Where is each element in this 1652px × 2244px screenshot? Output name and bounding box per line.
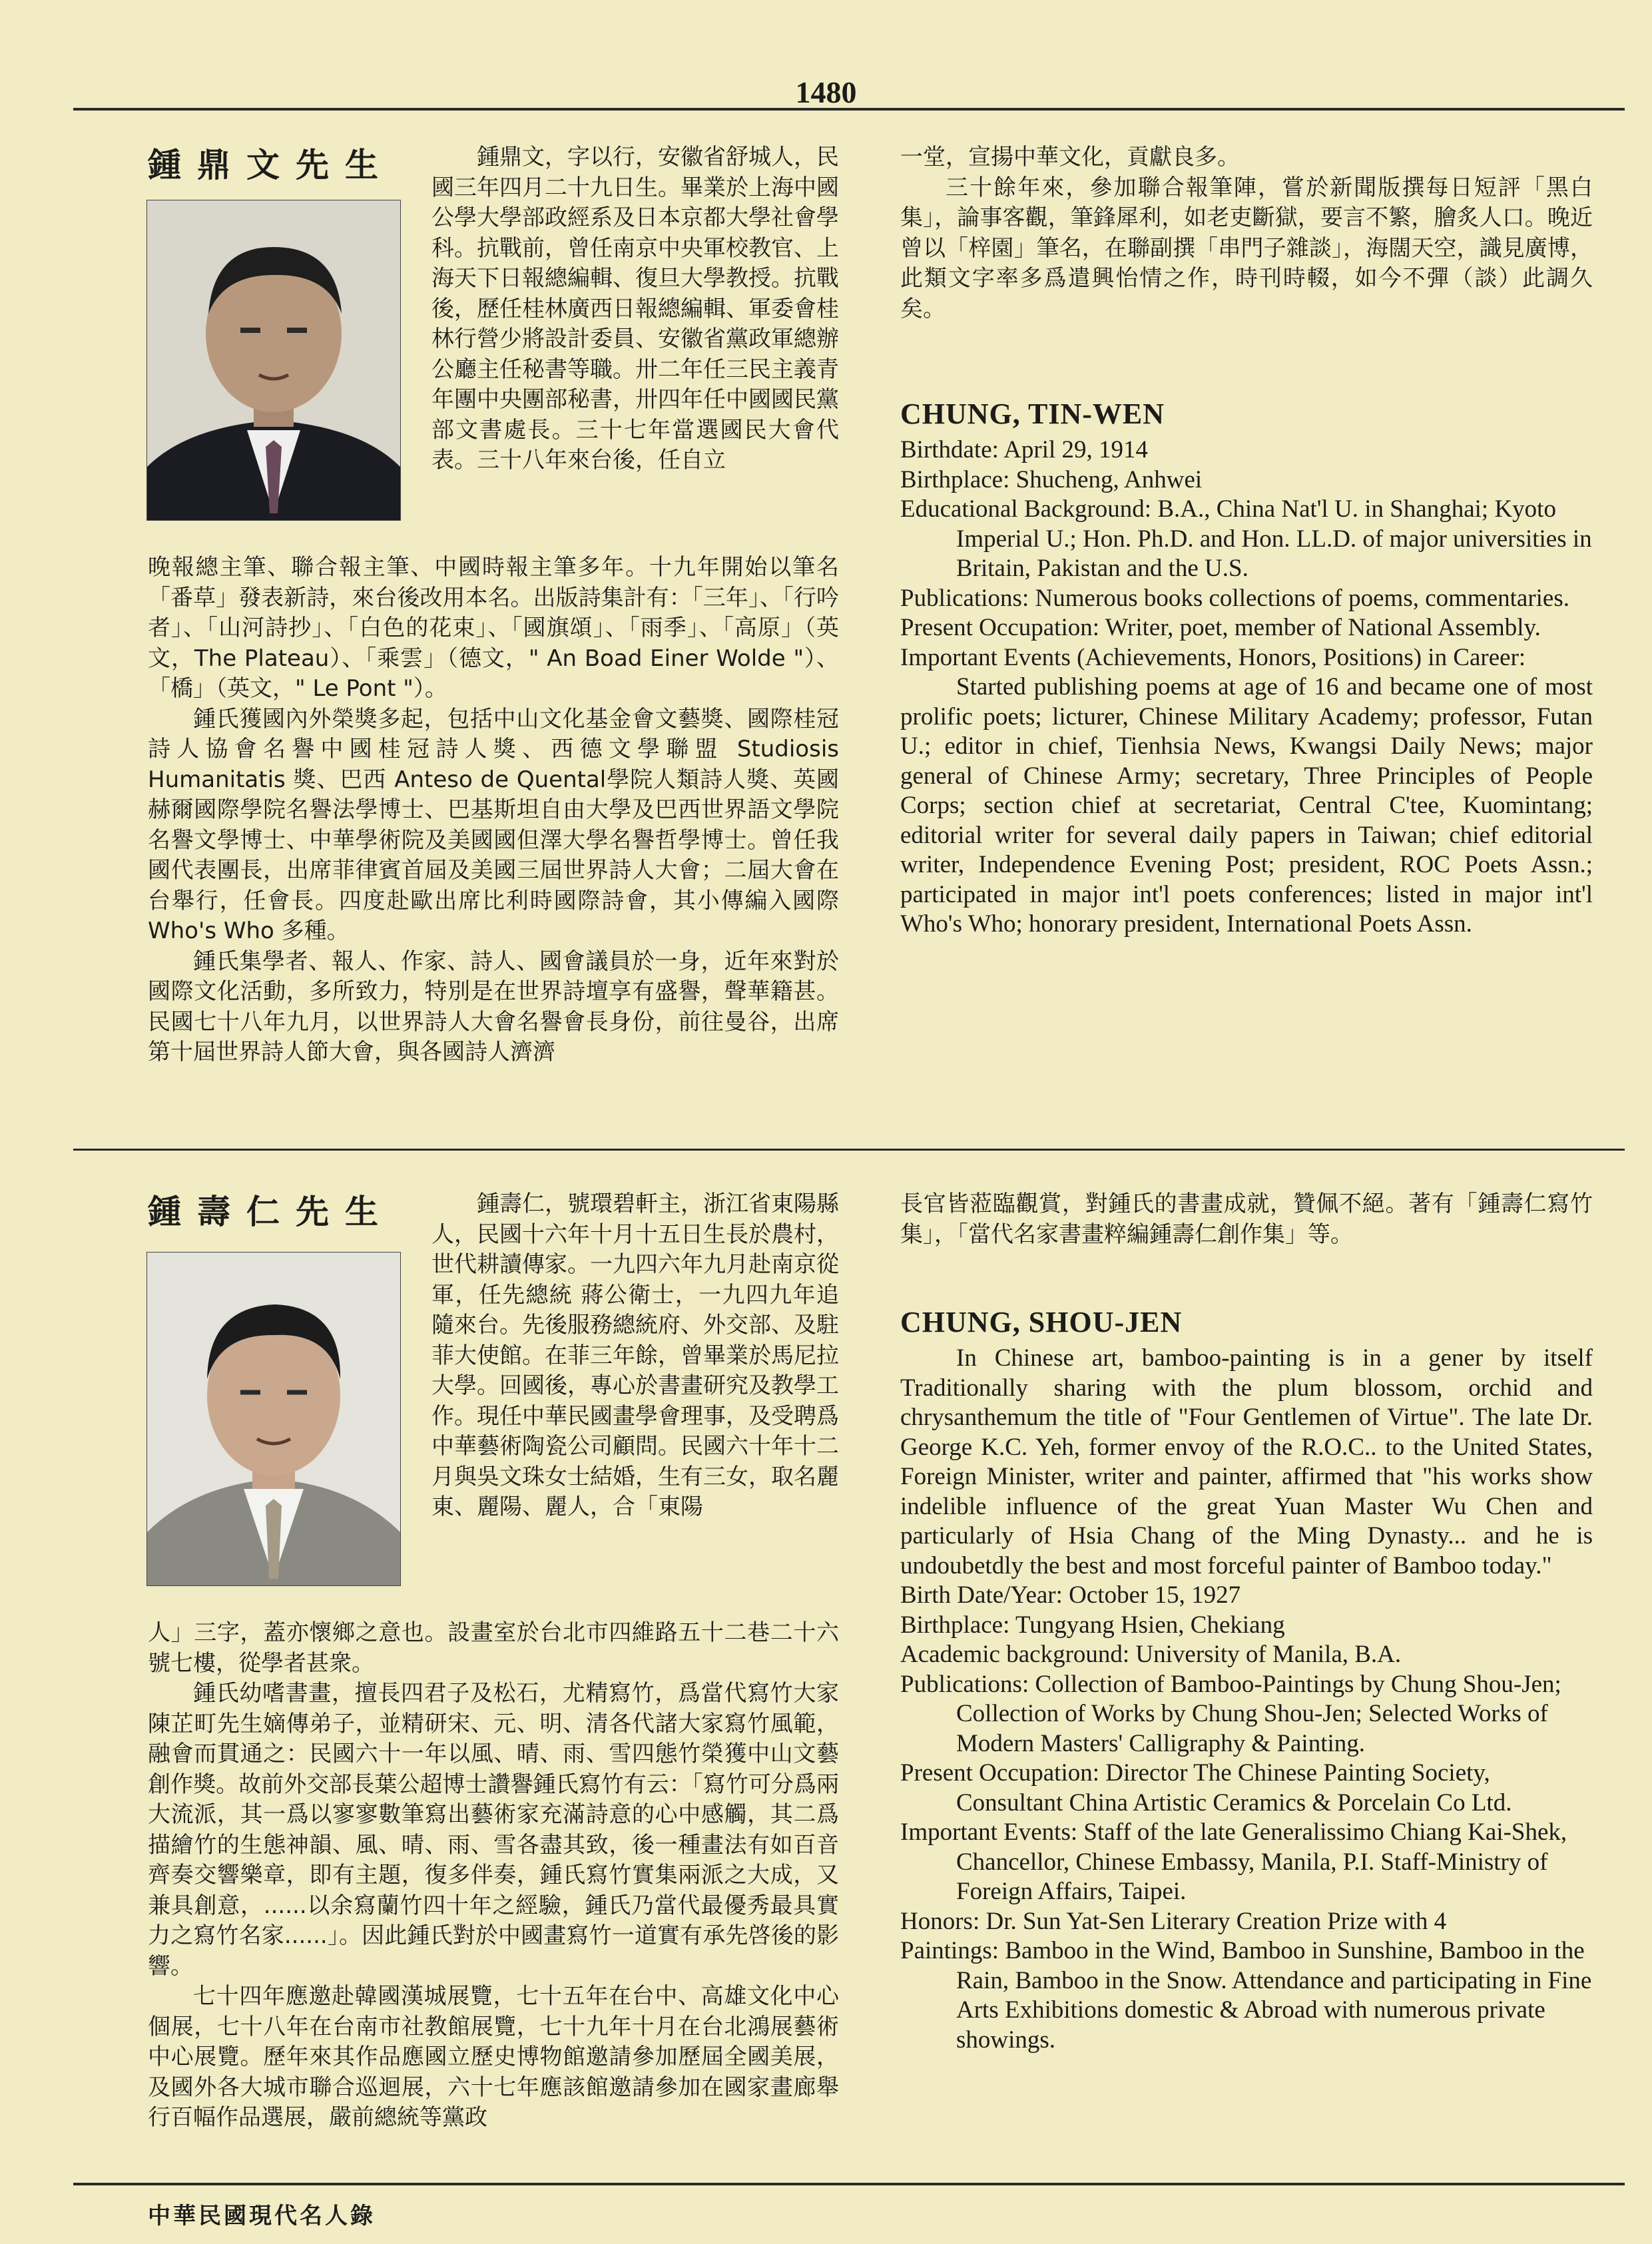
portrait-photo-icon (147, 200, 400, 520)
entry-1-portrait (146, 200, 401, 521)
entry-1-bio-zh-top-text: 鍾鼎文，字以行，安徽省舒城人，民國三年四月二十九日生。畢業於上海中國公學大學部政經系及日本京都大學社會學科。抗戰前，曾任南京中央軍校教官、上海天下日報總編輯、復旦大學教授。抗戰後，歷任桂林廣西日報總編輯、軍委會桂林行營少將設計委員、安徽省黨政軍總辦公廳主任秘書等職。卅二年任三民主義青年團中央團部秘書，卅四年任中國國民黨部文書處長。三十七年當選國民大會代表。三十八年來台後，任自立 (431, 144, 839, 473)
entry-2-bio-zh-para-3: 七十四年應邀赴韓國漢城展覽，七十五年在台中、高雄文化中心個展，七十八年在台南市社教館展覽，七十九年十月在台北鴻展藝術中心展覽。歷年來其作品應國立歷史博物館邀請參加歷屆全國美展，及國外各大城市聯合巡迴展，六十七年應該館邀請參加在國家畫廊舉行百幅作品選展，嚴前總統等黨政 (148, 1983, 839, 2131)
entry-1-bio-zh-top (431, 142, 839, 476)
entry-1-bio-zh-para-2: 鍾氏獲國內外榮獎多起，包括中山文化基金會文藝獎、國際桂冠詩人協會名譽中國桂冠詩人獎、西德文學聯盟 Studiosis Humanitatis 獎、巴西 Anteso de Quental學院人類詩人獎、英國赫爾國際學院名譽法學博士、巴基斯坦自由大學及巴西世界語文學院名譽文學博士、中華學術院及美國國但澤大學名譽哲學博士。曾任我國代表團長，出席菲律賓首屆及美國三屆世界詩人大會；二屆大會在台舉行，任會長。四度赴歐出席比利時國際詩會，其小傳編入國際 Who's Who 多種。 (148, 705, 839, 944)
entry-2-bio-zh-full (148, 1618, 839, 2133)
entry-2-name-en: CHUNG, SHOU-JEN (900, 1306, 1183, 1338)
entry-2-bio-zh-para-1: 人」三字，蓋亦懷鄉之意也。設畫室於台北市四維路五十二巷二十六號七樓，從學者甚衆。 (148, 1619, 839, 1677)
entry-divider (73, 1149, 1625, 1151)
entry-1-publications: Publications: Numerous books collections of poems, commentaries. (900, 584, 1569, 612)
entry-2-bio-zh-top (431, 1189, 839, 1523)
portrait-photo-icon (147, 1253, 400, 1585)
entry-1-bio-zh-full (148, 553, 839, 1068)
bottom-rule (73, 2183, 1625, 2185)
entry-2-academic: Academic background: University of Manila, B.A. (900, 1641, 1402, 1668)
footer-title: 中華民國現代名人錄 (148, 2203, 376, 2229)
entry-1-bio-zh-para-1: 晚報總主筆、聯合報主筆、中國時報主筆多年。十九年開始以筆名「番草」發表新詩，來台後改用本名。出版詩集計有：「三年」、「行吟者」、「山河詩抄」、「白色的花束」、「國旗頌」、「雨季」、「高原」（英文，The Plateau）、「乘雲」（德文，" An Boad Einer Wolde "）、「橋」（英文，" Le Pont "）。 (148, 554, 839, 702)
entry-2-bio-zh-right-para-1: 長官皆蒞臨觀賞，對鍾氏的書畫成就，贊佩不絕。著有「鍾壽仁寫竹集」，「當代名家書畫粹編鍾壽仁創作集」等。 (900, 1191, 1593, 1248)
entry-2-bio-zh-para-2: 鍾氏幼嗜書畫，擅長四君子及松石，尤精寫竹，爲當代寫竹大家陳芷町先生嫡傳弟子，並精研宋、元、明、清各代諸大家寫竹風範，融會而貫通之：民國六十一年以風、晴、雨、雪四態竹榮獲中山文藝創作獎。故前外交部長葉公超博士讚譽鍾氏寫竹有云：「寫竹可分爲兩大流派，其一爲以寥寥數筆寫出藝術家充滿詩意的心中感觸，其二爲描繪竹的生態神韻、風、晴、雨、雪各盡其致，後一種畫法有如百音齊奏交響樂章，即有主題，復多伴奏，鍾氏寫竹實集兩派之大成，又兼具創意，......以余寫蘭竹四十年之經驗，鍾氏乃當代最優秀最具實力之寫竹名家......」。因此鍾氏對於中國畫寫竹一道實有承先啓後的影響。 (148, 1680, 839, 1980)
entry-2-occupation: Present Occupation: Director The Chinese Painting Society, Consultant China Artistic Ceramics & Porcelain Co Ltd. (900, 1759, 1512, 1817)
page-number: 1480 (795, 75, 857, 109)
entry-2-bio-zh-top-text: 鍾壽仁，號環碧軒主，浙江省東陽縣人，民國十六年十月十五日生長於農村，世代耕讀傳家。一九四六年九月赴南京從軍，任先總統 蔣公衛士，一九四九年追隨來台。先後服務總統府、外交部、及駐菲大使館。在菲三年餘，曾畢業於馬尼拉大學。回國後，專心於書畫研究及教學工作。現任中華民國畫學會理事，及受聘爲中華藝術陶瓷公司顧問。民國六十年十二月與吳文珠女士結婚，生有三女，取名麗東、麗陽、麗人，合「東陽 (431, 1191, 839, 1520)
entry-2-events: Important Events: Staff of the late Generalissimo Chiang Kai-Shek, Chancellor, Chinese Embassy, Manila, P.I. Staff-Ministry of Foreign Affairs, Taipei. (900, 1819, 1567, 1905)
entry-1-name-zh: 鍾鼎文先生 (148, 146, 394, 184)
entry-2-publications: Publications: Collection of Bamboo-Paintings by Chung Shou-Jen; Collection of Works by Chung Shou-Jen; Selected Works of Modern Masters' Calligraphy & Painting. (900, 1670, 1561, 1757)
entry-1-bio-zh-right (900, 142, 1593, 324)
entry-1-birthplace: Birthplace: Shucheng, Anhwei (900, 465, 1203, 493)
entry-1-bio-zh-right-para-1: 一堂，宣揚中華文化，貢獻良多。 (900, 144, 1240, 170)
entry-1-bio-zh-right-para-2: 三十餘年來，參加聯合報筆陣，嘗於新聞版撰每日短評「黑白集」，論事客觀，筆鋒犀利，如老吏斷獄，要言不繁，膾炙人口。晚近曾以「梓園」筆名，在聯副撰「串門子雜談」，海闊天空，識見廣博，此類文字率多爲遣興怡情之作，時刊時輟，如今不彈（談）此調久矣。 (900, 174, 1593, 322)
entry-1-events-label: Important Events (Achievements, Honors, Positions) in Career: (900, 643, 1526, 671)
entry-1-education: Educational Background: B.A., China Nat'l U. in Shanghai; Kyoto Imperial U.; Hon. Ph.D. and Hon. LL.D. of major universities in Britain, Pakistan and the U.S. (900, 495, 1592, 582)
entry-1-birthdate: Birthdate: April 29, 1914 (900, 436, 1149, 463)
entry-2-portrait (146, 1252, 401, 1586)
entry-2-name-zh: 鍾壽仁先生 (148, 1193, 394, 1231)
entry-2-birthdate: Birth Date/Year: October 15, 1927 (900, 1581, 1241, 1609)
entry-2-paintings: Paintings: Bamboo in the Wind, Bamboo in Sunshine, Bamboo in the Rain, Bamboo in the Snow. Attendance and participating in Fine Arts Exhibitions domestic & Abroad with numerous private showings. (900, 1937, 1592, 2054)
entry-2-bio-zh-right (900, 1189, 1593, 1250)
entry-1-career: Started publishing poems at age of 16 and became one of most prolific poets; licturer, Chinese Military Academy; professor, Futan U.; editor in chief, Tienhsia News, Kwangsi Daily News; major general of Chinese Army; secretary, Three Principles of People Corps; section chief at secretariat, Central C'tee, Kuomintang; editorial writer for several daily papers in Taiwan; chief editorial writer, Independence Evening Post; president, ROC Poets Assn.; participated in major int'l poets conferences; listed in major int'l Who's Who; honorary president, International Poets Assn. (900, 673, 1593, 938)
entry-1-bio-zh-para-3: 鍾氏集學者、報人、作家、詩人、國會議員於一身，近年來對於國際文化活動，多所致力，特別是在世界詩壇享有盛譽，聲華籍甚。民國七十八年九月，以世界詩人大會名譽會長身份，前往曼谷，出席第十屆世界詩人節大會，與各國詩人濟濟 (148, 948, 839, 1065)
entry-2-honors: Honors: Dr. Sun Yat-Sen Literary Creation Prize with 4 (900, 1907, 1447, 1935)
entry-2-intro: In Chinese art, bamboo-painting is in a gener by itself Traditionally sharing with the plum blossom, orchid and chrysanthemum the title of "Four Gentlemen of Virtue". The late Dr. George K.C. Yeh, former envoy of the R.O.C.. to the United States, Foreign Minister, writer and painter, affirmed that "his works show indelible influence of the great Yuan Master Wu Chen and particularly of Hsia Chang of the Ming Dynasty... and he is undoubetdly the best and most forceful painter of Bamboo today." (900, 1344, 1593, 1579)
entry-1-name-en: CHUNG, TIN-WEN (900, 398, 1165, 430)
entry-2-birthplace: Birthplace: Tungyang Hsien, Chekiang (900, 1611, 1285, 1639)
entry-1-fields-en (900, 435, 1593, 940)
entry-2-fields-en (900, 1344, 1593, 2055)
entry-1-occupation: Present Occupation: Writer, poet, member of National Assembly. (900, 614, 1541, 641)
